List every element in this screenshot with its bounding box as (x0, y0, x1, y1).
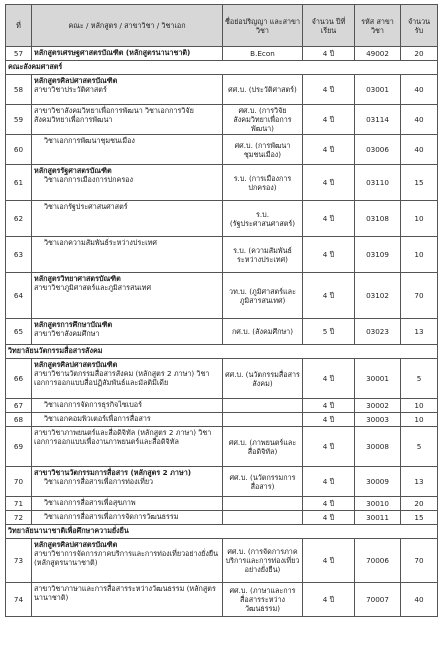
code-cell: 03006 (355, 135, 401, 165)
row-number: 66 (6, 359, 32, 399)
table-row (6, 237, 438, 273)
years-cell: 4 ปี (303, 399, 355, 413)
years-cell: 4 ปี (303, 47, 355, 61)
faculty-name: วิทยาลัยนวัตกรรมสื่อสารสังคม (6, 345, 438, 359)
program-title: หลักสูตรวิทยาศาสตรบัณฑิต (34, 274, 121, 283)
code-cell: 03108 (355, 201, 401, 237)
code-cell: 30003 (355, 413, 401, 427)
header-years: จำนวน ปีที่เรียน (303, 5, 355, 47)
row-number: 72 (6, 511, 32, 525)
table-row (6, 75, 438, 105)
admission-table (5, 4, 438, 617)
table-row (6, 47, 438, 61)
row-number: 63 (6, 237, 32, 273)
degree-cell (223, 399, 303, 413)
program-cell (32, 105, 223, 135)
major-name: วิชาเอกการสื่อสารเพื่อการท่องเที่ยว (44, 477, 154, 486)
program-cell (32, 511, 223, 525)
degree-cell: ร.บ. (รัฐประศาสนศาสตร์) (223, 201, 303, 237)
table-row (6, 319, 438, 345)
code-cell: 30011 (355, 511, 401, 525)
program-cell (32, 583, 223, 617)
program-cell (32, 359, 223, 399)
table-row (6, 399, 438, 413)
seats-cell: 5 (401, 359, 438, 399)
table-row (6, 201, 438, 237)
years-cell: 4 ปี (303, 413, 355, 427)
code-cell: 70007 (355, 583, 401, 617)
program-cell (32, 539, 223, 583)
table-row (6, 273, 438, 319)
degree-cell: วท.บ. (ภูมิศาสตร์และภูมิสารสนเทศ) (223, 273, 303, 319)
seats-cell: 5 (401, 427, 438, 467)
years-cell: 4 ปี (303, 539, 355, 583)
years-cell: 4 ปี (303, 427, 355, 467)
degree-cell: ศศ.บ. (ภาพยนตร์และสื่อดิจิทัล) (223, 427, 303, 467)
major-name: สาขาวิชาภาษาและการสื่อสารระหว่างวัฒนธรรม (หลักสูตรนานาชาติ) (34, 584, 216, 602)
years-cell: 4 ปี (303, 105, 355, 135)
degree-cell: ร.บ. (การเมืองการปกครอง) (223, 165, 303, 201)
years-cell: 4 ปี (303, 467, 355, 497)
seats-cell: 10 (401, 201, 438, 237)
code-cell: 03102 (355, 273, 401, 319)
program-cell (32, 47, 223, 61)
faculty-name: คณะสังคมศาสตร์ (6, 61, 438, 75)
code-cell: 30010 (355, 497, 401, 511)
years-cell: 4 ปี (303, 511, 355, 525)
table-row (6, 413, 438, 427)
program-cell (32, 165, 223, 201)
degree-cell: ร.บ. (ความสัมพันธ์ระหว่างประเทศ) (223, 237, 303, 273)
row-number: 61 (6, 165, 32, 201)
row-number: 74 (6, 583, 32, 617)
table-row (6, 511, 438, 525)
degree-cell: ศศ.บ. (ประวัติศาสตร์) (223, 75, 303, 105)
row-number: 70 (6, 467, 32, 497)
program-cell (32, 135, 223, 165)
major-name: วิชาเอกการพัฒนาชุมชนเมือง (44, 136, 135, 145)
major-name: หลักสูตรเศรษฐศาสตรบัณฑิต (หลักสูตรนานาชาติ) (34, 48, 191, 57)
seats-cell: 70 (401, 273, 438, 319)
years-cell: 4 ปี (303, 273, 355, 319)
program-title: หลักสูตรรัฐศาสตรบัณฑิต (34, 166, 112, 175)
code-cell: 30002 (355, 399, 401, 413)
degree-cell: กศ.บ. (สังคมศึกษา) (223, 319, 303, 345)
major-name: วิชาเอกการจัดการธุรกิจไซเบอร์ (44, 400, 142, 409)
program-cell (32, 427, 223, 467)
code-cell: 30008 (355, 427, 401, 467)
seats-cell: 40 (401, 105, 438, 135)
program-title: หลักสูตรการศึกษาบัณฑิต (34, 320, 113, 329)
table-row (6, 359, 438, 399)
years-cell: 4 ปี (303, 135, 355, 165)
major-name: สาขาวิชาสังคมวิทยาเพื่อการพัฒนา วิชาเอกการวิจัยสังคมวิทยาเพื่อการพัฒนา (34, 106, 194, 124)
table-row (6, 427, 438, 467)
major-name: วิชาเอกการสื่อสารเพื่อการจัดการวัฒนธรรม (44, 512, 179, 521)
program-cell (32, 201, 223, 237)
degree-cell: ศศ.บ. (ภาษาและการสื่อสารระหว่างวัฒนธรรม) (223, 583, 303, 617)
program-cell (32, 467, 223, 497)
header-faculty: คณะ / หลักสูตร / สาขาวิชา / วิชาเอก (32, 5, 223, 47)
major-name: วิชาเอกคอมพิวเตอร์เพื่อการสื่อสาร (44, 414, 151, 423)
program-title: หลักสูตรศิลปศาสตรบัณฑิต (34, 360, 118, 369)
seats-cell: 40 (401, 583, 438, 617)
seats-cell: 20 (401, 497, 438, 511)
program-cell (32, 75, 223, 105)
faculty-name: วิทยาลัยนานาชาติเพื่อศึกษาความยั่งยืน (6, 525, 438, 539)
seats-cell: 10 (401, 413, 438, 427)
major-name: วิชาเอกการเมืองการปกครอง (44, 175, 134, 184)
program-cell (32, 273, 223, 319)
degree-cell: B.Econ (223, 47, 303, 61)
code-cell: 03023 (355, 319, 401, 345)
years-cell: 5 ปี (303, 319, 355, 345)
program-cell (32, 497, 223, 511)
code-cell: 30001 (355, 359, 401, 399)
seats-cell: 13 (401, 467, 438, 497)
major-name: วิชาเอกรัฐประศาสนศาสตร์ (44, 202, 128, 211)
program-cell (32, 399, 223, 413)
header-seats: จำนวน รับ (401, 5, 438, 47)
seats-cell: 40 (401, 135, 438, 165)
degree-cell (223, 413, 303, 427)
years-cell: 4 ปี (303, 237, 355, 273)
row-number: 59 (6, 105, 32, 135)
seats-cell: 15 (401, 165, 438, 201)
seats-cell: 70 (401, 539, 438, 583)
code-cell: 70006 (355, 539, 401, 583)
seats-cell: 10 (401, 237, 438, 273)
major-name: สาขาวิชานวัตกรรมสื่อสารสังคม (หลักสูตร 2 ภาษา) วิชาเอกการออกแบบสื่อปฏิสัมพันธ์และมัลติมีเดีย (34, 369, 210, 387)
row-number: 64 (6, 273, 32, 319)
row-number: 73 (6, 539, 32, 583)
row-number: 71 (6, 497, 32, 511)
major-name: สาขาวิชาการจัดการภาคบริการและการท่องเที่ยวอย่างยั่งยืน (หลักสูตรนานาชาติ) (34, 549, 219, 567)
seats-cell: 20 (401, 47, 438, 61)
row-number: 67 (6, 399, 32, 413)
faculty-row (6, 525, 438, 539)
program-title: หลักสูตรศิลปศาสตรบัณฑิต (34, 540, 118, 549)
major-name: วิชาเอกความสัมพันธ์ระหว่างประเทศ (44, 238, 157, 247)
row-number: 57 (6, 47, 32, 61)
years-cell: 4 ปี (303, 201, 355, 237)
row-number: 62 (6, 201, 32, 237)
row-number: 60 (6, 135, 32, 165)
program-cell (32, 319, 223, 345)
faculty-row (6, 345, 438, 359)
degree-cell: ศศ.บ. (นวัตกรรมสื่อสารสังคม) (223, 359, 303, 399)
major-name: สาขาวิชาประวัติศาสตร์ (34, 85, 107, 94)
degree-cell (223, 511, 303, 525)
code-cell: 49002 (355, 47, 401, 61)
row-number: 68 (6, 413, 32, 427)
header-row (6, 5, 438, 47)
table-row (6, 105, 438, 135)
row-number: 69 (6, 427, 32, 467)
table-row (6, 135, 438, 165)
table-row (6, 583, 438, 617)
header-degree: ชื่อย่อปริญญา และสาขาวิชา (223, 5, 303, 47)
major-name: สาขาวิชาภาพยนตร์และสื่อดิจิทัล (หลักสูตร 2 ภาษา) วิชาเอกการออกแบบเพื่องานภาพยนตร์และสื่อดิจิทัล (34, 428, 212, 446)
major-name: สาขาวิชาภูมิศาสตร์และภูมิสารสนเทศ (34, 283, 152, 292)
code-cell: 03114 (355, 105, 401, 135)
degree-cell (223, 497, 303, 511)
program-cell (32, 237, 223, 273)
code-cell: 03110 (355, 165, 401, 201)
table-body (6, 47, 438, 617)
row-number: 65 (6, 319, 32, 345)
years-cell: 4 ปี (303, 165, 355, 201)
degree-cell: ศศ.บ. (การวิจัยสังคมวิทยาเพื่อการพัฒนา) (223, 105, 303, 135)
table-row (6, 467, 438, 497)
program-title: สาขาวิชานวัตกรรมการสื่อสาร (หลักสูตร 2 ภาษา) (34, 468, 192, 477)
table-row (6, 539, 438, 583)
years-cell: 4 ปี (303, 75, 355, 105)
seats-cell: 10 (401, 399, 438, 413)
years-cell: 4 ปี (303, 359, 355, 399)
code-cell: 30009 (355, 467, 401, 497)
degree-cell: ศศ.บ. (นวัตกรรมการสื่อสาร) (223, 467, 303, 497)
program-title: หลักสูตรศิลปศาสตรบัณฑิต (34, 76, 118, 85)
code-cell: 03001 (355, 75, 401, 105)
years-cell: 4 ปี (303, 583, 355, 617)
code-cell: 03109 (355, 237, 401, 273)
faculty-row (6, 61, 438, 75)
major-name: สาขาวิชาสังคมศึกษา (34, 329, 100, 338)
header-no: ที่ (6, 5, 32, 47)
years-cell: 4 ปี (303, 497, 355, 511)
degree-cell: ศศ.บ. (การจัดการภาคบริการและการท่องเที่ยวอย่างยั่งยืน) (223, 539, 303, 583)
degree-cell: ศศ.บ. (การพัฒนาชุมชนเมือง) (223, 135, 303, 165)
program-cell (32, 413, 223, 427)
header-code: รหัส สาขาวิชา (355, 5, 401, 47)
table-row (6, 165, 438, 201)
table-row (6, 497, 438, 511)
major-name: วิชาเอกการสื่อสารเพื่อสุขภาพ (44, 498, 136, 507)
seats-cell: 15 (401, 511, 438, 525)
row-number: 58 (6, 75, 32, 105)
seats-cell: 13 (401, 319, 438, 345)
seats-cell: 40 (401, 75, 438, 105)
